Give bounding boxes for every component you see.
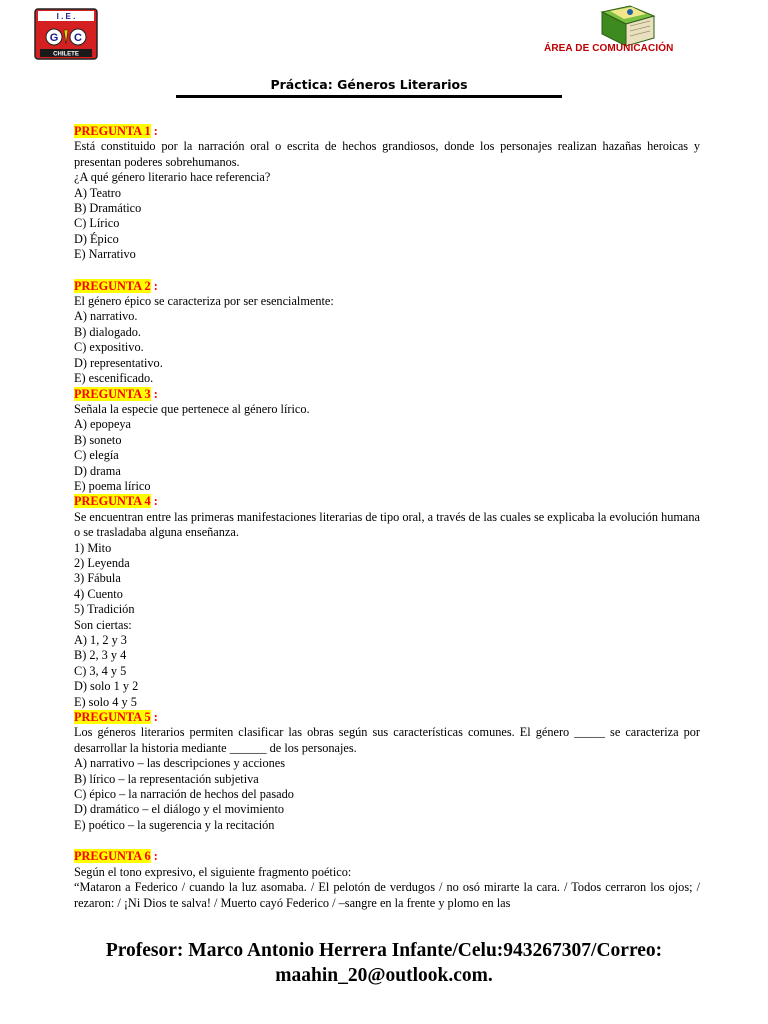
option: E) poético – la sugerencia y la recitación: [74, 817, 275, 832]
option: D) representativo.: [74, 355, 163, 370]
area-label: ÁREA DE COMUNICACIÓN: [544, 43, 674, 54]
logo-text-c: C: [74, 32, 82, 44]
question-6-heading: PREGUNTA 6 :: [74, 849, 158, 864]
footer: [0, 938, 768, 988]
footer-line-1: Profesor: Marco Antonio Herrera Infante/Celu:943267307/Correo:: [105, 940, 663, 961]
option: A) 1, 2 y 3: [74, 633, 127, 647]
question-label: PREGUNTA 3: [74, 386, 151, 401]
option: E) escenificado.: [74, 371, 154, 386]
logo-text-g: G: [49, 32, 59, 44]
school-logo: [34, 8, 98, 60]
logo-text-ie: I . E .: [56, 12, 76, 21]
option: A) Teatro: [74, 185, 122, 200]
option: B) dialogado.: [74, 324, 141, 339]
page-title: [176, 75, 562, 98]
option: C) 3, 4 y 5: [74, 663, 127, 678]
question-label: PREGUNTA 2: [74, 278, 151, 293]
option: A) narrativo.: [74, 309, 138, 324]
option: E) Narrativo: [74, 247, 136, 262]
book-icon: [596, 4, 658, 48]
option: B) Dramático: [74, 201, 142, 216]
question-label: PREGUNTA 1: [74, 124, 151, 138]
question-4-heading: PREGUNTA 4 :: [74, 494, 158, 509]
question-5-heading: PREGUNTA 5 :: [74, 710, 158, 725]
question-label: PREGUNTA 4: [74, 494, 151, 509]
question-label: PREGUNTA 6: [74, 849, 151, 864]
option: A) epopeya: [74, 417, 132, 432]
list-item: 1) Mito: [74, 540, 112, 555]
option: D) dramático – el diálogo y el movimiento: [74, 802, 285, 817]
question-4-stem: Se encuentran entre las primeras manifestaciones literarias de tipo oral, a través de las cuales se explicaba la evolución humana o se trasladaba alguna enseñanza.: [74, 509, 700, 540]
option: D) drama: [74, 463, 121, 478]
footer-line-2: maahin_20@outlook.com.: [275, 965, 493, 986]
question-3-heading: PREGUNTA 3 :: [74, 386, 158, 401]
option: C) elegía: [74, 448, 119, 463]
page-title-text: Práctica: Géneros Literarios: [270, 77, 468, 92]
logo-text-chilete: CHILETE: [53, 51, 79, 58]
question-1-stem-2: ¿A qué género literario hace referencia?: [74, 170, 271, 185]
question-3-stem: Señala la especie que pertenece al género lírico.: [74, 401, 310, 416]
question-6-quote: “Mataron a Federico / cuando la luz asomaba. / El pelotón de verdugos / no osó mirarte la cara. / Todos cerraron los ojos; / rezaron: / ¡Ni Dios te salva! / Muerto cayó Federico / –sangre en la frente y plomo en las: [74, 880, 700, 910]
option: C) épico – la narración de hechos del pasado: [74, 787, 294, 802]
option: E) poema lírico: [74, 478, 151, 493]
option: D) solo 1 y 2: [74, 679, 139, 694]
question-4-sub: Son ciertas:: [74, 617, 132, 632]
question-2-heading: PREGUNTA 2 :: [74, 278, 158, 293]
option: C) expositivo.: [74, 340, 144, 355]
list-item: 5) Tradición: [74, 602, 135, 617]
question-2-stem: El género épico se caracteriza por ser esencialmente:: [74, 294, 334, 309]
question-label: PREGUNTA 5: [74, 710, 151, 725]
option: B) soneto: [74, 432, 122, 447]
list-item: 2) Leyenda: [74, 555, 130, 570]
option: D) Épico: [74, 231, 119, 246]
question-5-stem: Los géneros literarios permiten clasificar las obras según sus características comunes. El género _____ se caracteriza por desarrollar la historia mediante ______ de los personajes.: [74, 725, 700, 755]
option: B) 2, 3 y 4: [74, 648, 127, 663]
question-1-heading: PREGUNTA 1 :: [74, 124, 158, 138]
list-item: 4) Cuento: [74, 586, 123, 601]
list-item: 3) Fábula: [74, 571, 121, 586]
questions-body: [74, 124, 700, 911]
option: B) lírico – la representación subjetiva: [74, 771, 259, 786]
question-1-stem: Está constituido por la narración oral o escrita de hechos grandiosos, donde los personajes realizan hazañas heroicas y presentan poderes sobrehumanos.: [74, 139, 700, 169]
option: E) solo 4 y 5: [74, 694, 137, 709]
question-6-stem: Según el tono expresivo, el siguiente fragmento poético:: [74, 864, 352, 879]
option: C) Lírico: [74, 216, 120, 231]
option: A) narrativo – las descripciones y acciones: [74, 756, 286, 771]
